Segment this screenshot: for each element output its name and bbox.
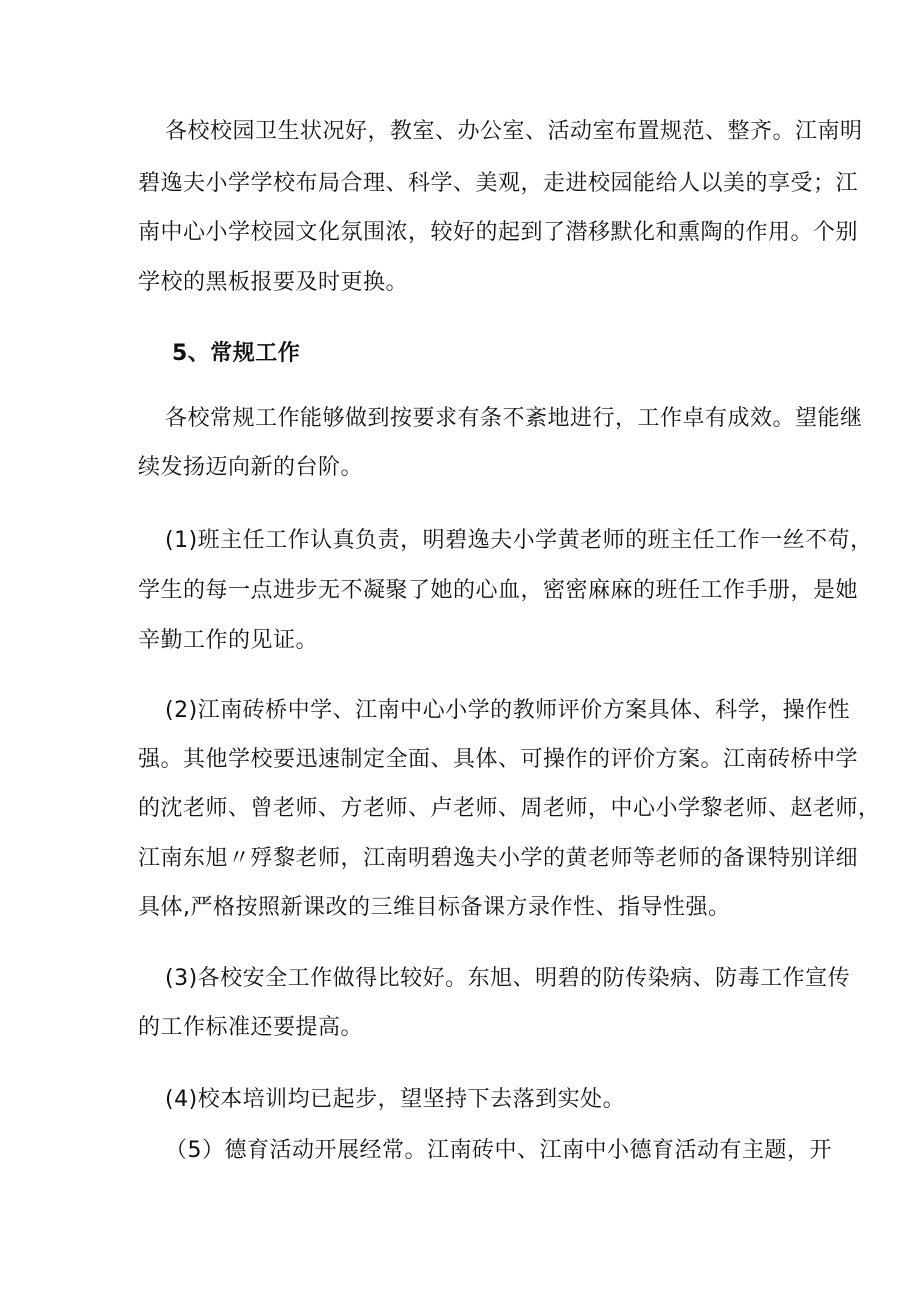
item-1-line-2: 学生的每一点进步无不凝聚了她的心血，密密麻麻的班任工作手册，是她 <box>138 578 859 603</box>
paragraph-1-line-4: 学校的黑板报要及时更换。 <box>138 270 409 295</box>
item-1-line-3: 辛勤工作的见证。 <box>138 628 319 653</box>
item-1-line-1: (1)班主任工作认真负责，明碧逸夫小学黄老师的班主任工作一丝不苟， <box>165 528 873 553</box>
paragraph-1-line-1: 各校校园卫生状况好，教室、办公室、活动室布置规范、整齐。江南明 <box>165 119 863 144</box>
item-5-line-1: （5）德育活动开展经常。江南砖中、江南中小德育活动有主题，开 <box>165 1138 832 1163</box>
paragraph-2-line-2: 续发扬迈向新的台阶。 <box>138 455 364 480</box>
item-2-line-3: 的沈老师、曾老师、方老师、卢老师、周老师，中心小学黎老师、赵老师， <box>138 796 881 821</box>
section-heading: 5、常规工作 <box>172 341 301 366</box>
item-2-line-5: 具体,严格按照新课改的三维目标备课方录作性、指导性强。 <box>138 895 731 920</box>
item-2-line-2: 强。其他学校要迅速制定全面、具体、可操作的评价方案。江南砖桥中学 <box>138 747 859 772</box>
item-4-line-1: (4)校本培训均已起步，望坚持下去落到实处。 <box>165 1087 626 1112</box>
paragraph-1-line-2: 碧逸夫小学学校布局合理、科学、美观，走进校园能给人以美的享受；江 <box>138 171 859 196</box>
paragraph-1-line-3: 南中心小学校园文化氛围浓，较好的起到了潜移默化和熏陶的作用。个别 <box>138 220 859 245</box>
item-2-line-1: (2)江南砖桥中学、江南中心小学的教师评价方案具体、科学，操作性 <box>165 698 851 723</box>
item-3-line-1: (3)各校安全工作做得比较好。东旭、明碧的防传染病、防毒工作宣传 <box>165 966 851 991</box>
item-2-line-4: 江南东旭〃殍黎老师，江南明碧逸夫小学的黄老师等老师的备课特别详细 <box>138 846 859 871</box>
item-3-line-2: 的工作标准还要提高。 <box>138 1015 364 1040</box>
paragraph-2-line-1: 各校常规工作能够做到按要求有条不紊地进行，工作卓有成效。望能继 <box>165 406 863 431</box>
